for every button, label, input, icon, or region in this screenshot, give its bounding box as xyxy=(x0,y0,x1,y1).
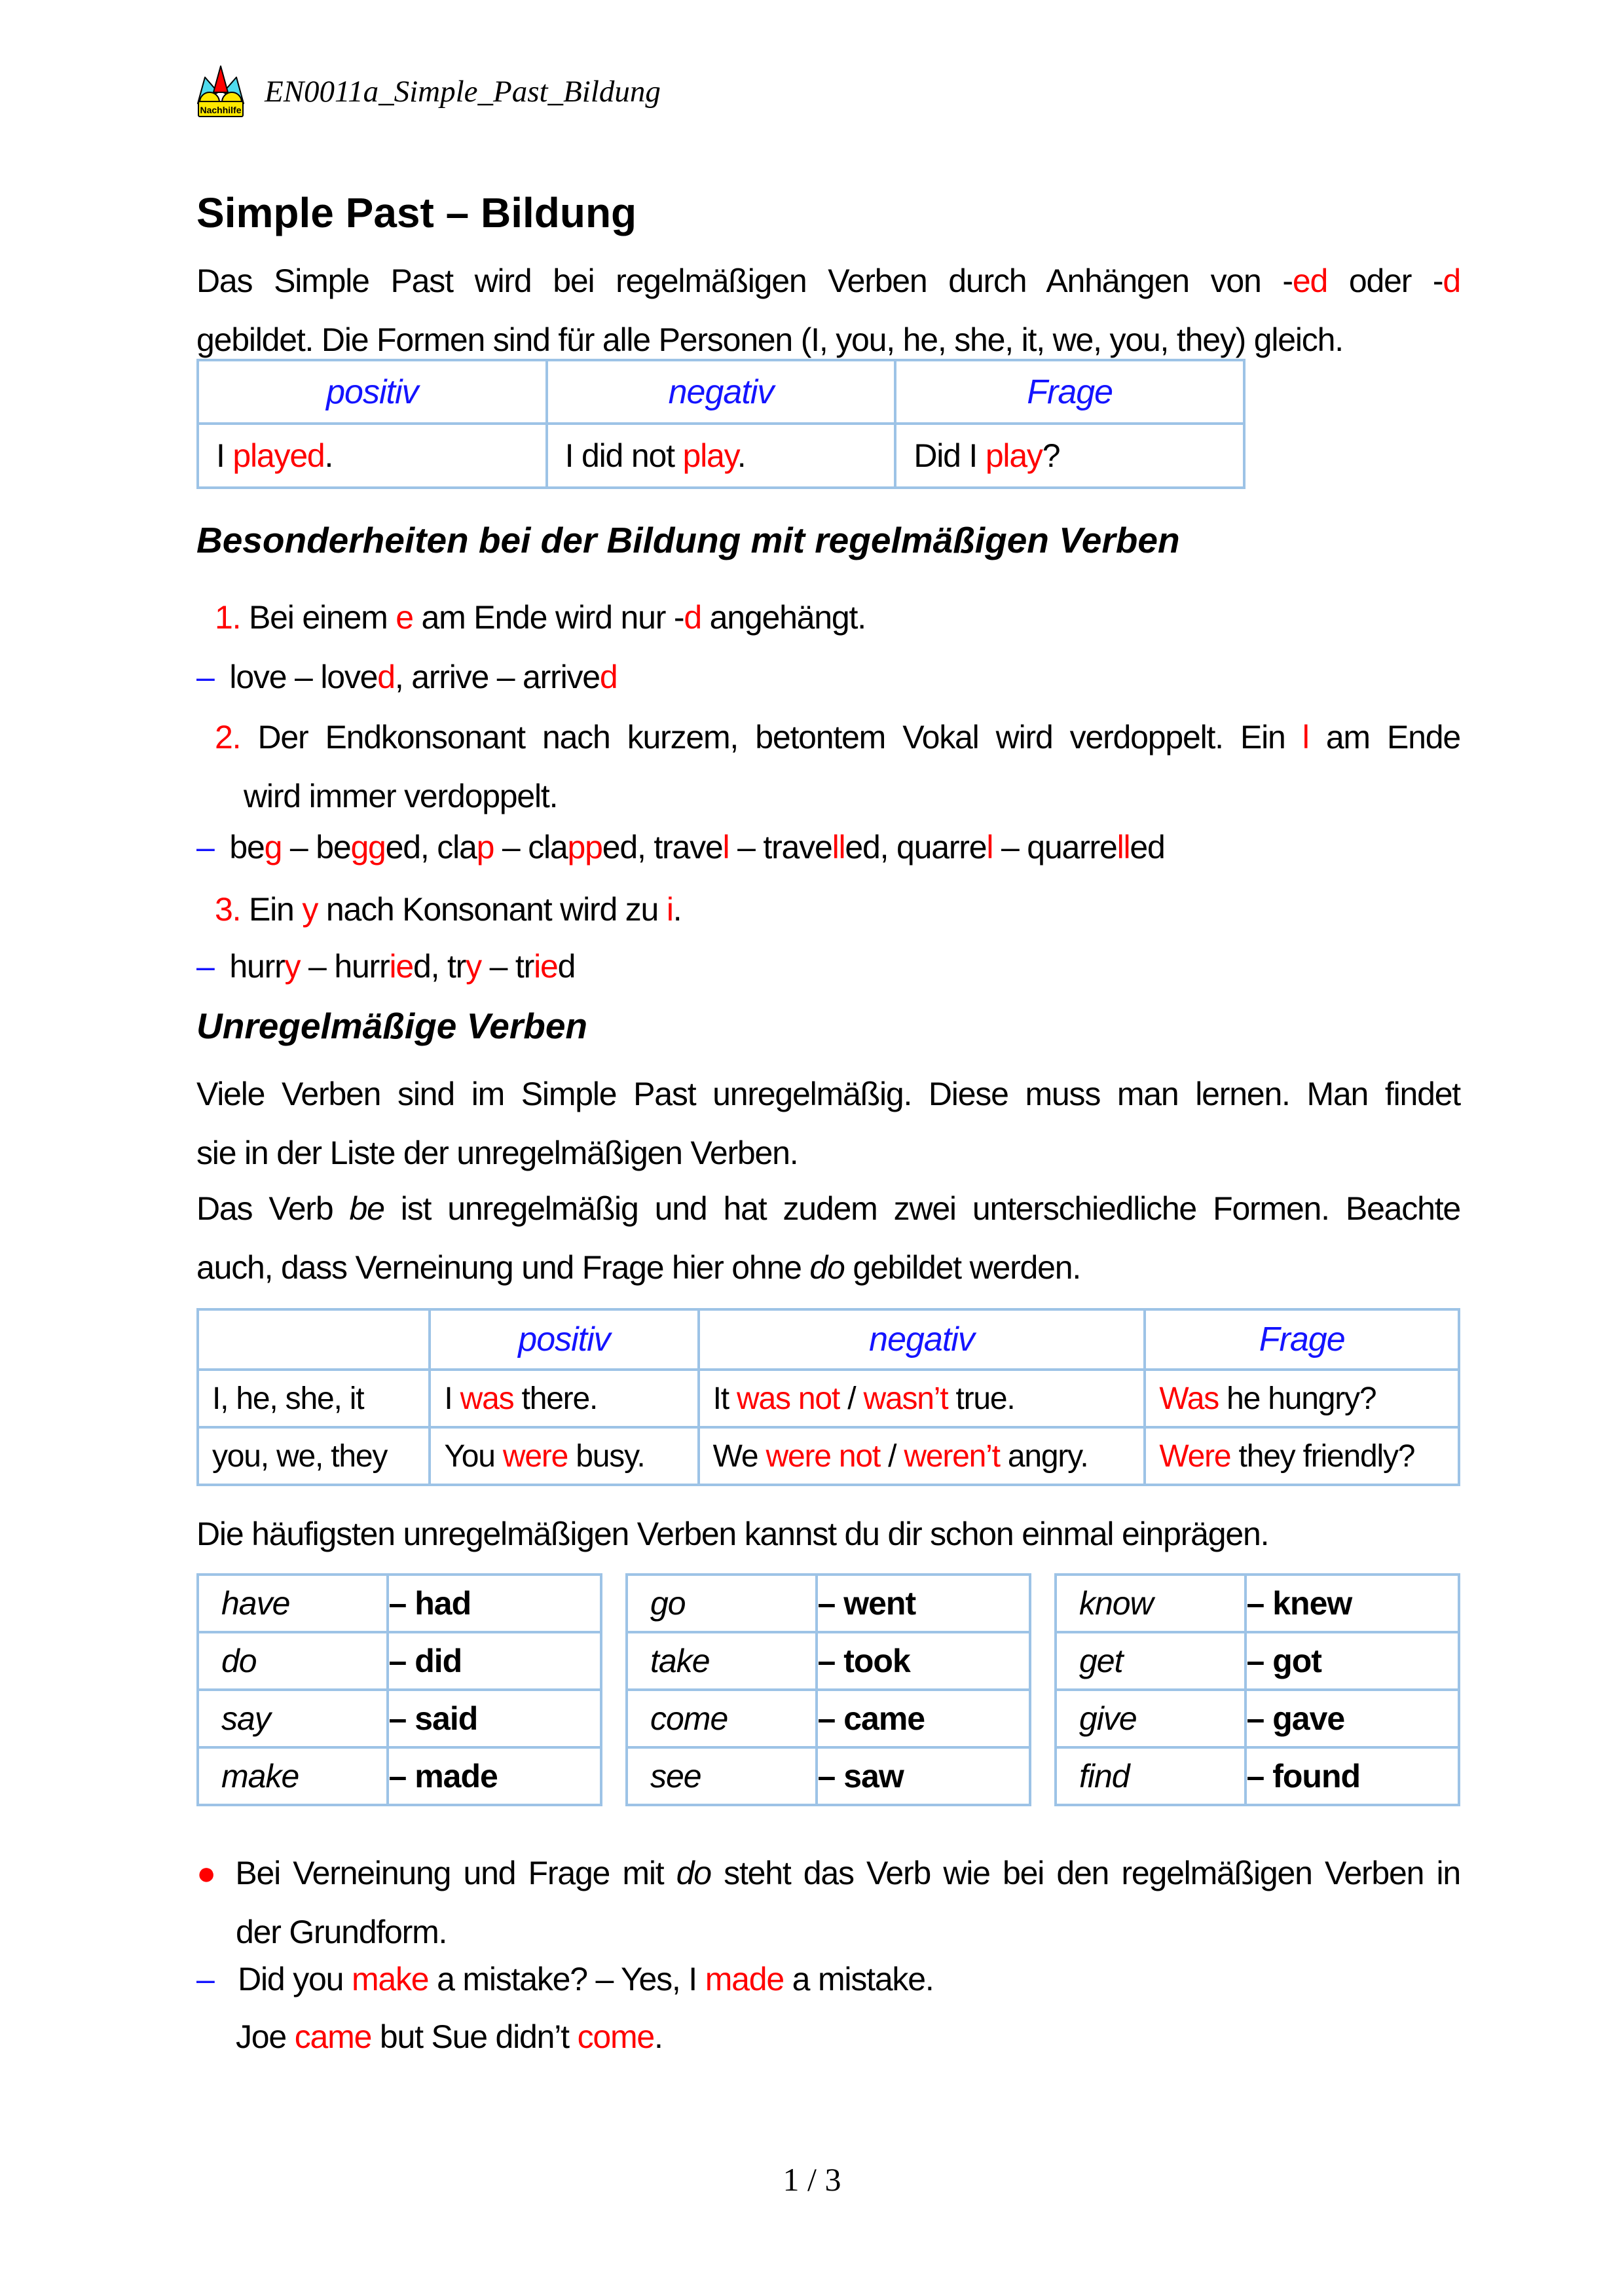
text-run: nach Konsonant wird zu xyxy=(318,891,667,928)
text-run: y xyxy=(466,948,481,985)
text-run: i xyxy=(666,891,673,928)
text-run: he hungry? xyxy=(1219,1381,1376,1416)
verb-row xyxy=(198,1747,601,1805)
note-example-1 xyxy=(196,1950,1460,2009)
text-line xyxy=(215,880,1460,939)
verb-row xyxy=(627,1632,1030,1690)
text-run: . xyxy=(654,2018,663,2055)
verb-row xyxy=(1056,1690,1459,1747)
text-run: were not xyxy=(766,1438,880,1474)
verb-past-form: – went xyxy=(817,1575,1030,1632)
verb-infinitive: take xyxy=(627,1632,817,1690)
verb-infinitive: do xyxy=(198,1632,388,1690)
column-header-negativ: negativ xyxy=(547,360,896,424)
verb-table-1 xyxy=(196,1573,602,1806)
verb-row xyxy=(198,1575,601,1632)
verb-infinitive: come xyxy=(627,1690,817,1747)
verb-past-form: – saw xyxy=(817,1747,1030,1805)
text-run: play xyxy=(985,437,1043,474)
irregular-verb-tables xyxy=(196,1573,1460,1806)
text-run: do xyxy=(676,1855,711,1891)
text-run: came xyxy=(294,2018,372,2055)
text-run: – be xyxy=(282,829,351,866)
text-run: come xyxy=(577,2018,655,2055)
text-run: l xyxy=(986,829,993,866)
text-run: – hurr xyxy=(300,948,390,985)
text-run: gg xyxy=(350,829,386,866)
verb-row xyxy=(627,1690,1030,1747)
text-run: . xyxy=(673,891,682,928)
text-run: am Ende xyxy=(1308,719,1460,756)
text-line xyxy=(196,1238,1460,1297)
verb-row xyxy=(627,1747,1030,1805)
rule-item-2 xyxy=(196,708,1460,826)
text-run: . xyxy=(737,437,746,474)
text-run: Bei einem xyxy=(240,599,396,636)
verb-table-2 xyxy=(625,1573,1031,1806)
text-run: y xyxy=(302,891,318,928)
verb-past-form: – found xyxy=(1246,1747,1459,1805)
text-run: I did not xyxy=(564,437,683,474)
verb-past-form: – knew xyxy=(1246,1575,1459,1632)
verb-past-form: – had xyxy=(388,1575,601,1632)
text-run: – xyxy=(196,948,214,985)
text-run: – xyxy=(196,1961,214,1997)
do-note-paragraph xyxy=(196,1844,1460,1961)
were-positiv-cell xyxy=(430,1427,698,1485)
text-run: angry. xyxy=(999,1438,1088,1474)
text-run: ll xyxy=(1116,829,1130,866)
verb-table-3 xyxy=(1054,1573,1460,1806)
text-run: Did I xyxy=(913,437,986,474)
pronoun-label-cell: I, he, she, it xyxy=(198,1370,430,1427)
verb-row xyxy=(1056,1575,1459,1632)
text-run: It xyxy=(712,1381,737,1416)
text-run: I xyxy=(444,1381,460,1416)
text-run: be xyxy=(213,829,265,866)
verb-infinitive: go xyxy=(627,1575,817,1632)
verb-infinitive: make xyxy=(198,1747,388,1805)
text-run: make xyxy=(351,1961,429,1997)
text-run: 1. xyxy=(215,599,241,636)
text-run: ie xyxy=(534,948,558,985)
text-run: – cla xyxy=(494,829,568,866)
text-run: We xyxy=(712,1438,766,1474)
text-line xyxy=(244,767,1460,826)
text-run: Joe xyxy=(236,2018,295,2055)
text-run: l xyxy=(722,829,729,866)
text-run: be xyxy=(349,1190,384,1227)
be-column-header-frage: Frage xyxy=(1145,1309,1459,1370)
was-negativ-cell xyxy=(699,1370,1145,1427)
be-table-header-row xyxy=(198,1309,1459,1370)
text-run: – tr xyxy=(481,948,534,985)
text-run: Ein xyxy=(240,891,303,928)
text-run: , arrive – arrive xyxy=(394,659,600,695)
verb-past-form: – took xyxy=(817,1632,1030,1690)
text-run: I xyxy=(216,437,233,474)
was-frage-cell xyxy=(1145,1370,1459,1427)
text-run: ? xyxy=(1042,437,1060,474)
text-run: ● xyxy=(196,1855,220,1891)
text-run: ed, trave xyxy=(602,829,723,866)
be-forms-table xyxy=(196,1308,1460,1486)
text-run: do xyxy=(809,1249,845,1286)
text-run: love – love xyxy=(213,659,378,695)
page-title: Simple Past – Bildung xyxy=(196,189,637,236)
text-run: there. xyxy=(513,1381,598,1416)
text-run: steht das Verb wie bei den regelmäßigen Verben in xyxy=(710,1855,1460,1891)
text-run: p xyxy=(476,829,494,866)
text-run: d xyxy=(1443,263,1460,299)
text-run: gebildet werden. xyxy=(844,1249,1081,1286)
text-run: ed, quarre xyxy=(845,829,987,866)
text-run: were xyxy=(502,1438,568,1474)
text-run: Were xyxy=(1159,1438,1231,1474)
text-run: hurr xyxy=(213,948,285,985)
text-run: You xyxy=(444,1438,503,1474)
verb-past-form: – came xyxy=(817,1690,1030,1747)
text-run: play xyxy=(682,437,737,474)
text-line xyxy=(196,1179,1460,1238)
were-negativ-cell xyxy=(699,1427,1145,1485)
text-run: g xyxy=(264,829,282,866)
memorize-paragraph: Die häufigsten unregelmäßigen Verben kannst du dir schon einmal einprägen. xyxy=(196,1516,1269,1552)
verb-infinitive: see xyxy=(627,1747,817,1805)
text-run: ist unregelmäßig und hat zudem zwei unterschiedliche Formen. Beachte xyxy=(384,1190,1460,1227)
text-run: / xyxy=(880,1438,904,1474)
text-run: wasn’t xyxy=(863,1381,948,1416)
verb-past-form: – got xyxy=(1246,1632,1459,1690)
note-example-2 xyxy=(196,2007,1460,2066)
empty-header-cell xyxy=(198,1309,430,1370)
page-number: 1 / 3 xyxy=(783,2161,841,2198)
text-run: Der Endkonsonant nach kurzem, betontem Vokal wird verdoppelt. Ein xyxy=(240,719,1302,756)
rule-example-3 xyxy=(196,937,1460,996)
logo-label: Nachhilfe xyxy=(200,105,242,115)
verb-infinitive: get xyxy=(1056,1632,1246,1690)
text-run: Das Verb xyxy=(196,1190,350,1227)
text-run: oder - xyxy=(1327,263,1443,299)
verb-infinitive: have xyxy=(198,1575,388,1632)
verb-be-paragraph xyxy=(196,1179,1460,1297)
formation-table xyxy=(196,359,1246,489)
text-run: d, tr xyxy=(413,948,466,985)
text-run: pp xyxy=(567,829,602,866)
rule-example-1 xyxy=(196,647,1460,706)
document-header xyxy=(196,63,1460,120)
be-column-header-negativ: negativ xyxy=(699,1309,1145,1370)
verb-past-form: – said xyxy=(388,1690,601,1747)
text-run: Viele Verben sind im Simple Past unregelmäßig. Diese muss man lernen. Man findet xyxy=(196,1076,1460,1112)
text-run: y xyxy=(284,948,301,985)
text-run: ll xyxy=(832,829,845,866)
verb-past-form: – made xyxy=(388,1747,601,1805)
text-run: Bei Verneinung und Frage mit xyxy=(219,1855,676,1891)
text-run: Did you xyxy=(213,1961,352,1997)
section-heading-unregelmaessige-verben: Unregelmäßige Verben xyxy=(196,1006,588,1046)
text-run: 2. xyxy=(215,719,241,756)
text-run: – xyxy=(196,659,214,695)
formation-table-header-row xyxy=(198,360,1244,424)
text-run: / xyxy=(840,1381,864,1416)
text-run: made xyxy=(705,1961,784,1997)
text-run: Was xyxy=(1159,1381,1219,1416)
text-run: busy. xyxy=(568,1438,645,1474)
column-header-positiv: positiv xyxy=(198,360,547,424)
text-run: sie in der Liste der unregelmäßigen Verben. xyxy=(196,1135,798,1171)
text-run: – xyxy=(196,829,214,866)
verb-row xyxy=(627,1575,1030,1632)
formation-table-data-row xyxy=(198,424,1244,488)
text-run: d xyxy=(557,948,576,985)
negativ-example-cell xyxy=(547,424,896,488)
nachhilfe-logo xyxy=(196,63,245,120)
text-run: they friendly? xyxy=(1230,1438,1415,1474)
text-line xyxy=(215,588,1460,647)
verb-row xyxy=(198,1632,601,1690)
text-run: ie xyxy=(389,948,413,985)
verb-infinitive: give xyxy=(1056,1690,1246,1747)
text-run: ed xyxy=(1130,829,1165,866)
text-run: 3. xyxy=(215,891,241,928)
text-run: d xyxy=(599,659,618,695)
text-line xyxy=(196,1123,1460,1182)
text-line xyxy=(215,708,1460,767)
text-run: l xyxy=(1302,719,1309,756)
text-run: . xyxy=(324,437,333,474)
text-run: – quarre xyxy=(993,829,1117,866)
verb-infinitive: know xyxy=(1056,1575,1246,1632)
verb-row xyxy=(1056,1747,1459,1805)
text-run: weren’t xyxy=(904,1438,1000,1474)
text-run: played xyxy=(232,437,325,474)
rule-example-2 xyxy=(196,818,1460,877)
pronoun-label-cell: you, we, they xyxy=(198,1427,430,1485)
text-run: but Sue didn’t xyxy=(371,2018,578,2055)
text-run: a mistake. xyxy=(783,1961,934,1997)
text-line xyxy=(196,251,1460,310)
verb-infinitive: find xyxy=(1056,1747,1246,1805)
be-column-header-positiv: positiv xyxy=(430,1309,698,1370)
text-line xyxy=(196,1844,1460,1903)
text-run: auch, dass Verneinung und Frage hier ohne xyxy=(196,1249,810,1286)
text-run: e xyxy=(396,599,413,636)
column-header-frage: Frage xyxy=(895,360,1244,424)
text-run: am Ende wird nur - xyxy=(413,599,684,636)
verb-past-form: – gave xyxy=(1246,1690,1459,1747)
be-table-row-singular xyxy=(198,1370,1459,1427)
rule-item-1 xyxy=(196,588,1460,647)
verb-row xyxy=(1056,1632,1459,1690)
verb-row xyxy=(198,1690,601,1747)
section-heading-besonderheiten: Besonderheiten bei der Bildung mit regelmäßigen Verben xyxy=(196,520,1180,560)
text-run: Das Simple Past wird bei regelmäßigen Verben durch Anhängen von - xyxy=(196,263,1293,299)
text-run: – trave xyxy=(729,829,832,866)
verb-past-form: – did xyxy=(388,1632,601,1690)
verb-infinitive: say xyxy=(198,1690,388,1747)
text-run: ed, cla xyxy=(385,829,477,866)
text-run: true. xyxy=(948,1381,1015,1416)
was-positiv-cell xyxy=(430,1370,698,1427)
positiv-example-cell xyxy=(198,424,547,488)
frage-example-cell xyxy=(895,424,1244,488)
document-filename: EN0011a_Simple_Past_Bildung xyxy=(265,75,661,109)
were-frage-cell xyxy=(1145,1427,1459,1485)
rule-item-3 xyxy=(196,880,1460,939)
text-run: a mistake? – Yes, I xyxy=(428,1961,705,1997)
be-table-row-plural xyxy=(198,1427,1459,1485)
text-run: gebildet. Die Formen sind für alle Personen (I, you, he, she, it, we, you, they) gleich. xyxy=(196,321,1343,358)
text-run: d xyxy=(377,659,395,695)
text-run: ed xyxy=(1292,263,1328,299)
text-run: der Grundform. xyxy=(236,1914,447,1950)
text-run: wird immer verdoppelt. xyxy=(244,778,558,814)
text-run: angehängt. xyxy=(701,599,866,636)
irregular-intro-paragraph xyxy=(196,1065,1460,1182)
text-run: was xyxy=(460,1381,514,1416)
intro-paragraph xyxy=(196,251,1460,369)
text-run: d xyxy=(684,599,701,636)
text-run: was not xyxy=(737,1381,840,1416)
text-line xyxy=(196,1065,1460,1123)
